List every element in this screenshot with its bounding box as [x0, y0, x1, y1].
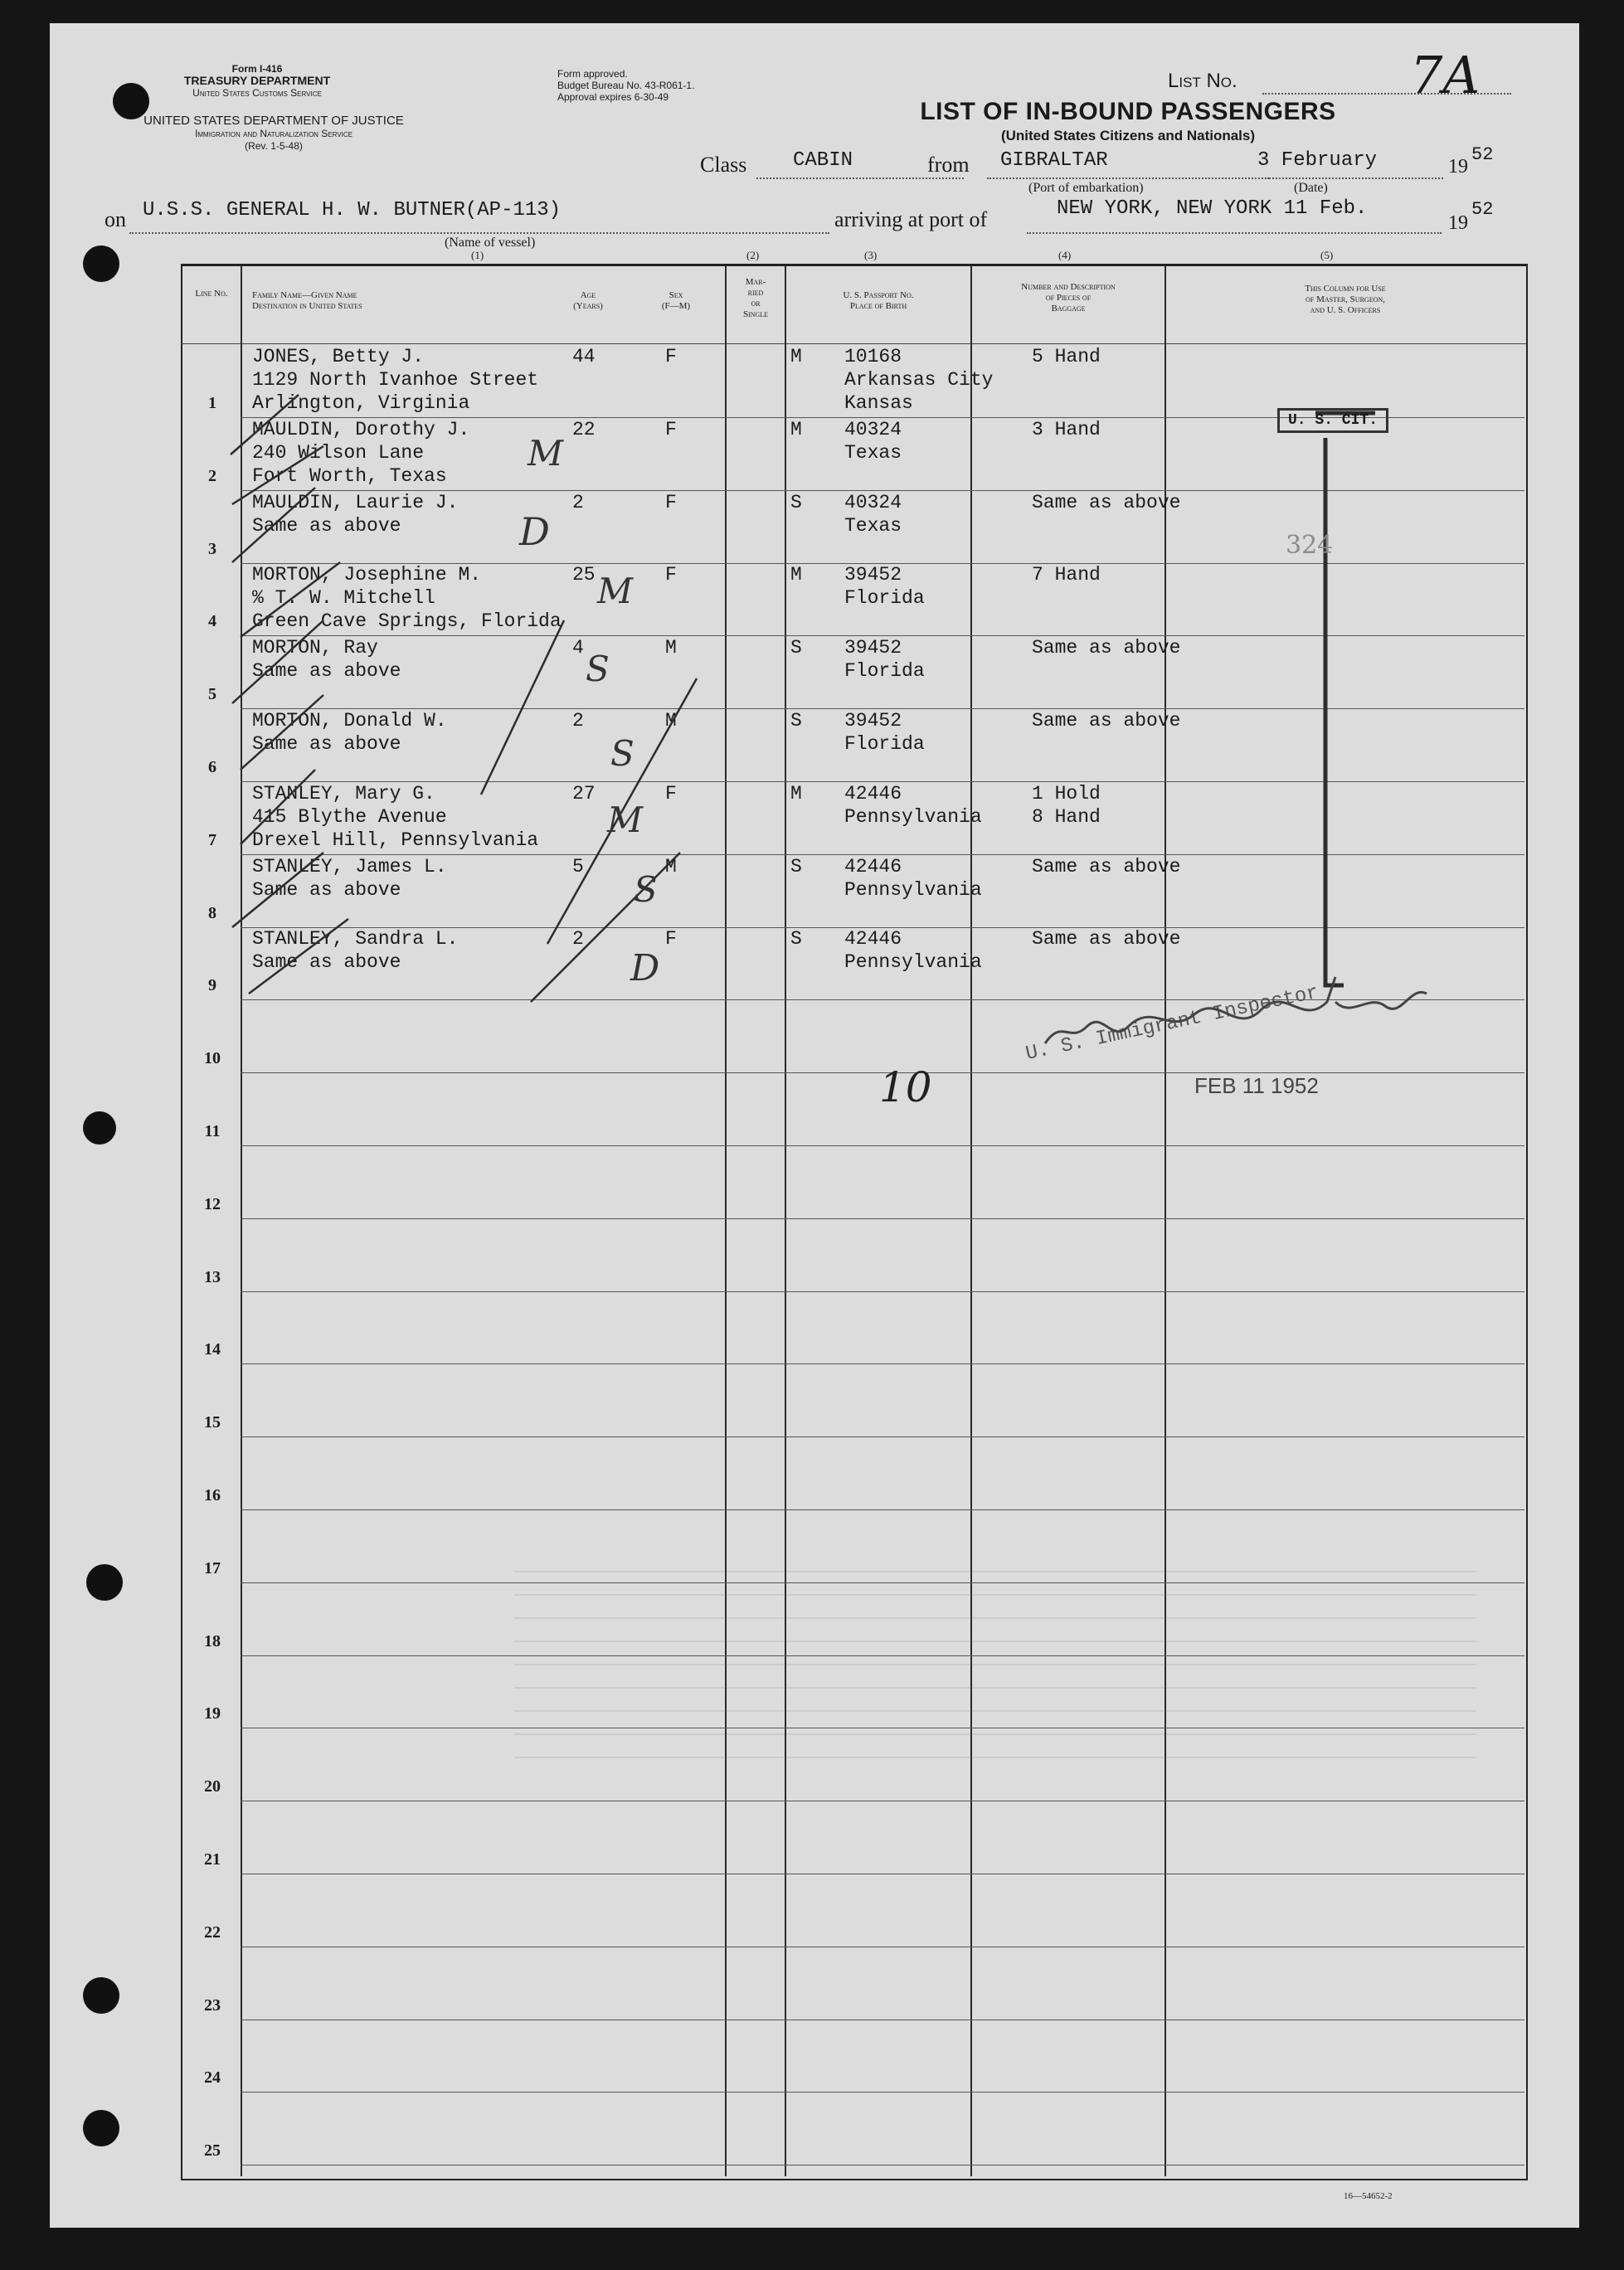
- line-number: 21: [204, 1850, 221, 1869]
- strike-6: [241, 695, 323, 770]
- passport-number: 42446: [844, 855, 902, 877]
- class-label: Class: [700, 153, 747, 177]
- baggage-1: Same as above: [1032, 637, 1181, 659]
- form-number: Form I-416: [231, 63, 283, 75]
- customs-label: United States Customs Service: [192, 87, 322, 99]
- passport-number: 40324: [844, 418, 902, 440]
- colnum-5: (5): [1320, 249, 1334, 261]
- baggage-1: 7 Hand: [1032, 564, 1101, 586]
- hw-count: 10: [879, 1063, 932, 1111]
- hw-mark-4: S: [586, 649, 610, 689]
- arrival-value: NEW YORK, NEW YORK 11 Feb.: [1057, 197, 1368, 220]
- hw-mark-5: S: [610, 733, 635, 774]
- strike-8: [232, 853, 323, 927]
- col-header-line: Line No.: [195, 289, 228, 299]
- strike-7: [241, 770, 315, 844]
- baggage-1: Same as above: [1032, 710, 1181, 732]
- year-prefix: 19: [1448, 156, 1468, 177]
- birth-place-1: Pennsylvania: [844, 805, 982, 828]
- bleed-through: [514, 1571, 1476, 1770]
- passport-number: 39452: [844, 564, 902, 586]
- line-number: 7: [208, 830, 216, 849]
- passenger-sex: M: [665, 710, 677, 732]
- ins-label: Immigration and Naturalization Service: [195, 128, 353, 139]
- colnum-3: (3): [864, 249, 878, 261]
- inspector-stamp: U. S. Immigrant Inspector: [1024, 981, 1321, 1066]
- col-header-passport: U. S. Passport No. Place of Birth: [843, 290, 914, 311]
- passenger-sex: M: [665, 855, 677, 877]
- line-number: 14: [204, 1340, 221, 1359]
- passenger-marital: M: [790, 346, 802, 367]
- passenger-name: STANLEY, James L.: [252, 855, 447, 877]
- passenger-name: JONES, Betty J.: [252, 346, 425, 367]
- punch-hole: [83, 1977, 119, 2014]
- budget-bureau: Budget Bureau No. 43-R061-1.: [557, 80, 695, 91]
- col-header-officers: This Column for Use of Master, Surgeon, and U. S. Officers: [1305, 284, 1386, 315]
- passenger-age: 25: [572, 564, 596, 586]
- justice-label: UNITED STATES DEPARTMENT OF JUSTICE: [143, 114, 404, 128]
- approval-expires: Approval expires 6-30-49: [557, 91, 669, 103]
- passenger-age: 5: [572, 855, 584, 877]
- line-number: 24: [204, 2068, 221, 2088]
- birth-place-1: Arkansas City: [844, 369, 994, 391]
- passenger-age: 2: [572, 710, 584, 732]
- line-number: 3: [208, 539, 216, 558]
- colnum-4: (4): [1058, 249, 1072, 261]
- hw-mark-6: M: [607, 800, 644, 840]
- class-value: CABIN: [793, 149, 853, 172]
- baggage-1: 3 Hand: [1032, 418, 1101, 440]
- passport-number: 42446: [844, 782, 902, 804]
- bracket-line: [1325, 438, 1344, 985]
- line-number: 13: [204, 1267, 221, 1286]
- form-approved: Form approved.: [557, 68, 628, 80]
- inspector-signature: [1037, 969, 1435, 1060]
- line-number: 2: [208, 466, 216, 485]
- arrival-year-prefix: 19: [1448, 212, 1468, 234]
- baggage-1: 5 Hand: [1032, 346, 1101, 367]
- footer-code: 16—54652-2: [1344, 2191, 1393, 2201]
- passenger-address-1: Same as above: [252, 733, 401, 755]
- birth-place-1: Texas: [844, 441, 902, 464]
- passenger-age: 2: [572, 928, 584, 950]
- line-number: 25: [204, 2141, 221, 2161]
- line-number: 22: [204, 1922, 221, 1942]
- baggage-1: Same as above: [1032, 491, 1181, 513]
- passenger-sex: F: [665, 564, 677, 586]
- passenger-marital: M: [790, 418, 802, 440]
- vessel-caption: (Name of vessel): [445, 236, 536, 250]
- line-number: 16: [204, 1486, 221, 1504]
- passenger-address-1: Same as above: [252, 951, 401, 974]
- list-no-value: 7A: [1410, 45, 1481, 105]
- birth-place-2: Kansas: [844, 392, 913, 414]
- punch-hole: [83, 2110, 119, 2146]
- us-cit-stamp: U. S. CIT.: [1277, 408, 1388, 433]
- passenger-sex: F: [665, 928, 677, 950]
- page-subtitle: (United States Citizens and Nationals): [1000, 128, 1256, 143]
- passenger-marital: S: [790, 491, 802, 513]
- passenger-address-1: 415 Blythe Avenue: [252, 805, 447, 828]
- form-sheet: [50, 23, 1579, 2228]
- line-number: 18: [204, 1631, 221, 1650]
- passenger-marital: S: [790, 855, 802, 877]
- on-label: on: [105, 207, 126, 231]
- handwritten-marks: [50, 23, 1579, 2228]
- line-number: 20: [204, 1777, 221, 1796]
- passenger-sex: F: [665, 491, 677, 513]
- treasury-label: TREASURY DEPARTMENT: [183, 74, 331, 87]
- passenger-name: MAULDIN, Dorothy J.: [252, 418, 470, 440]
- passenger-sex: F: [665, 418, 677, 440]
- birth-place-1: Pennsylvania: [844, 878, 982, 901]
- date-value: 3 February: [1257, 149, 1378, 172]
- passenger-age: 27: [572, 782, 596, 804]
- vessel-value: U.S.S. GENERAL H. W. BUTNER(AP-113): [143, 199, 562, 221]
- passenger-address-1: Same as above: [252, 878, 401, 901]
- col-header-baggage: Number and Description of Pieces of Baggage: [1021, 282, 1116, 314]
- line-number: 19: [204, 1704, 221, 1723]
- line-number: 6: [208, 758, 216, 776]
- line-number: 12: [204, 1194, 221, 1213]
- passenger-address-2: Arlington, Virginia: [252, 392, 470, 414]
- hw-mark-8: D: [630, 947, 660, 989]
- punch-hole: [83, 1111, 116, 1145]
- passport-number: 40324: [844, 491, 902, 513]
- passenger-address-1: 240 Wilson Lane: [252, 441, 425, 464]
- birth-place-1: Florida: [844, 733, 925, 755]
- line-number: 23: [204, 1995, 221, 2015]
- passenger-address-1: Same as above: [252, 514, 401, 537]
- baggage-2: 8 Hand: [1032, 805, 1101, 828]
- strike-4: [241, 562, 340, 637]
- line-number: 4: [208, 612, 216, 631]
- passenger-age: 44: [572, 346, 596, 367]
- passenger-marital: M: [790, 782, 802, 804]
- arrival-year: 52: [1471, 199, 1494, 220]
- colnum-1: (1): [471, 249, 484, 261]
- passport-number: 39452: [844, 710, 902, 732]
- passenger-marital: S: [790, 637, 802, 659]
- hw-mark-1: M: [528, 433, 564, 474]
- passport-number: 10168: [844, 346, 902, 367]
- line-number: 5: [208, 685, 216, 704]
- passenger-marital: S: [790, 928, 802, 950]
- passenger-name: MORTON, Josephine M.: [252, 564, 482, 586]
- punch-hole: [83, 245, 119, 282]
- from-label: from: [927, 153, 970, 177]
- baggage-1: 1 Hold: [1032, 782, 1101, 804]
- port-caption: (Port of embarkation): [1028, 181, 1144, 195]
- page-title: LIST OF IN-BOUND PASSENGERS: [920, 98, 1336, 125]
- passenger-age: 2: [572, 491, 584, 513]
- tally-1: [481, 620, 564, 795]
- passenger-name: MORTON, Ray: [252, 637, 378, 659]
- list-no-label: List No.: [1168, 70, 1237, 92]
- passenger-address-2: Green Cave Springs, Florida: [252, 610, 562, 633]
- passenger-name: MAULDIN, Laurie J.: [252, 491, 459, 513]
- date-caption: (Date): [1294, 181, 1328, 195]
- passport-number: 39452: [844, 637, 902, 659]
- colnum-2: (2): [746, 249, 760, 261]
- year-value: 52: [1471, 144, 1494, 165]
- passenger-marital: M: [790, 564, 802, 586]
- passenger-name: STANLEY, Mary G.: [252, 782, 435, 804]
- birth-place-1: Pennsylvania: [844, 951, 982, 974]
- passenger-marital: S: [790, 710, 802, 732]
- strike-3: [232, 488, 315, 562]
- revision-label: (Rev. 1-5-48): [245, 140, 303, 152]
- passenger-address-1: 1129 North Ivanhoe Street: [252, 369, 539, 391]
- stamp-date: FEB 11 1952: [1194, 1073, 1319, 1098]
- punch-hole: [113, 83, 149, 119]
- col-header-age: Age (Years): [573, 290, 603, 311]
- line-number: 10: [204, 1049, 221, 1068]
- strike-9: [249, 919, 348, 994]
- line-number: 1: [208, 394, 216, 412]
- passenger-sex: F: [665, 782, 677, 804]
- passenger-address-1: % T. W. Mitchell: [252, 587, 435, 610]
- arriving-label: arriving at port of: [834, 207, 988, 231]
- hw-mark-7: S: [634, 869, 658, 910]
- punch-hole: [86, 1564, 123, 1601]
- passenger-sex: M: [665, 637, 677, 659]
- line-number: 9: [208, 976, 216, 995]
- hw-mark-3: M: [597, 571, 634, 611]
- side-number: 324: [1286, 531, 1334, 560]
- from-value: GIBRALTAR: [1000, 149, 1108, 172]
- baggage-1: Same as above: [1032, 855, 1181, 877]
- line-number: 17: [204, 1558, 221, 1577]
- passenger-address-2: Drexel Hill, Pennsylvania: [252, 829, 539, 851]
- line-number: 11: [204, 1122, 221, 1140]
- line-number: 8: [208, 903, 216, 922]
- strike-2: [232, 446, 323, 504]
- strike-1: [231, 395, 299, 454]
- passenger-sex: F: [665, 346, 677, 367]
- passenger-address-1: Same as above: [252, 660, 401, 683]
- passenger-address-2: Fort Worth, Texas: [252, 464, 447, 487]
- col-header-name: Family Name—Given Name Destination in United States: [252, 290, 362, 311]
- birth-place-1: Florida: [844, 660, 925, 683]
- baggage-1: Same as above: [1032, 928, 1181, 950]
- col-header-sex: Sex (F—M): [661, 290, 691, 311]
- hw-mark-2: D: [519, 509, 550, 554]
- passport-number: 42446: [844, 928, 902, 950]
- line-number: 15: [204, 1413, 221, 1432]
- col-header-married: Mar- ried or Single: [742, 277, 769, 319]
- birth-place-1: Florida: [844, 587, 925, 610]
- passenger-age: 4: [572, 637, 584, 659]
- birth-place-1: Texas: [844, 514, 902, 537]
- passenger-age: 22: [572, 418, 596, 440]
- passenger-name: STANLEY, Sandra L.: [252, 928, 459, 950]
- passenger-name: MORTON, Donald W.: [252, 710, 447, 732]
